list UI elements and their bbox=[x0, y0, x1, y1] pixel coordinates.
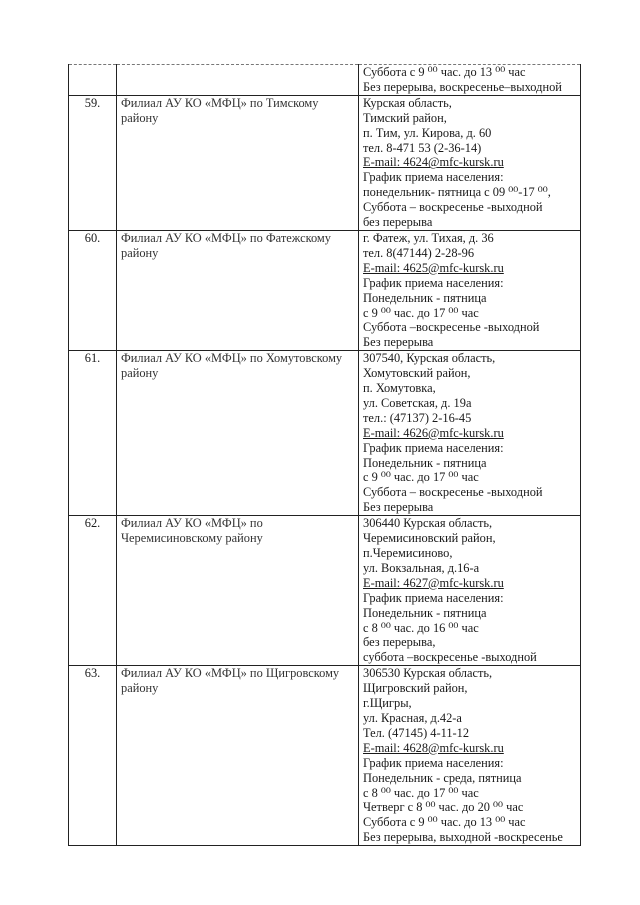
email-line[interactable]: E-mail: 4624@mfc-kursk.ru bbox=[363, 155, 504, 170]
detail-line: без перерыва bbox=[363, 215, 433, 230]
email-line[interactable]: E-mail: 4628@mfc-kursk.ru bbox=[363, 740, 504, 755]
detail-line: Щигровский район, bbox=[363, 681, 468, 696]
detail-line: с 9 ⁰⁰ час. до 17 ⁰⁰ час bbox=[363, 470, 479, 485]
row-number-cell: 61. bbox=[69, 351, 117, 516]
detail-line: Черемисиновский район, bbox=[363, 531, 496, 546]
table-row bbox=[69, 95, 581, 230]
detail-line: Суббота –воскресенье -выходной bbox=[363, 320, 540, 335]
detail-line: с 9 ⁰⁰ час. до 17 ⁰⁰ час bbox=[363, 305, 479, 320]
mfc-branches-table bbox=[68, 64, 581, 846]
detail-line: График приема населения: bbox=[363, 590, 504, 605]
detail-line: Четверг с 8 ⁰⁰ час. до 20 ⁰⁰ час bbox=[363, 800, 524, 815]
detail-line: Курская область, bbox=[363, 95, 452, 110]
detail-line: п. Хомутовка, bbox=[363, 381, 436, 396]
branch-name-cell: Филиал АУ КО «МФЦ» по Черемисиновскому району bbox=[117, 516, 359, 666]
detail-line: Суббота с 9 ⁰⁰ час. до 13 ⁰⁰ час bbox=[363, 815, 526, 830]
detail-line: Без перерыва, выходной -воскресенье bbox=[363, 830, 563, 845]
detail-line: с 8 ⁰⁰ час. до 16 ⁰⁰ час bbox=[363, 620, 479, 635]
branch-name-cell: Филиал АУ КО «МФЦ» по Фатежскому району bbox=[117, 230, 359, 350]
detail-line: Суббота с 9 ⁰⁰ час. до 13 ⁰⁰ час bbox=[363, 65, 526, 79]
table-row bbox=[69, 516, 581, 666]
detail-line: Тел. (47145) 4-11-12 bbox=[363, 725, 470, 740]
detail-line: ул. Вокзальная, д.16-а bbox=[363, 560, 480, 575]
row-number-cell bbox=[69, 65, 117, 96]
email-line[interactable]: E-mail: 4627@mfc-kursk.ru bbox=[363, 575, 504, 590]
detail-line: с 8 ⁰⁰ час. до 17 ⁰⁰ час bbox=[363, 785, 479, 800]
branch-details-cell bbox=[359, 516, 581, 666]
detail-line: суббота –воскресенье -выходной bbox=[363, 650, 537, 665]
branch-details-cell bbox=[359, 230, 581, 350]
branch-details-cell bbox=[359, 351, 581, 516]
detail-line: без перерыва, bbox=[363, 635, 436, 650]
detail-line: 306530 Курская область, bbox=[363, 666, 493, 681]
detail-line: 306440 Курская область, bbox=[363, 516, 493, 531]
table-row bbox=[69, 351, 581, 516]
detail-line: Без перерыва, воскресенье–выходной bbox=[363, 79, 562, 94]
detail-line: п. Тим, ул. Кирова, д. 60 bbox=[363, 125, 492, 140]
detail-line: График приема населения: bbox=[363, 755, 504, 770]
detail-line: Понедельник - среда, пятница bbox=[363, 770, 522, 785]
detail-line: ул. Советская, д. 19а bbox=[363, 395, 472, 410]
row-number-cell: 59. bbox=[69, 95, 117, 230]
detail-line: п.Черемисиново, bbox=[363, 546, 453, 560]
branch-details-cell bbox=[359, 95, 581, 230]
detail-line: График приема населения: bbox=[363, 440, 504, 455]
branch-name-cell: Филиал АУ КО «МФЦ» по Хомутовскому району bbox=[117, 351, 359, 516]
detail-line: ул. Красная, д.42-а bbox=[363, 710, 462, 725]
detail-line: Понедельник - пятница bbox=[363, 290, 487, 305]
detail-line: Суббота – воскресенье -выходной bbox=[363, 200, 543, 215]
detail-line: понедельник- пятница с 09 ⁰⁰-17 ⁰⁰, bbox=[363, 185, 551, 200]
detail-line: г.Щигры, bbox=[363, 696, 412, 711]
email-line[interactable]: E-mail: 4625@mfc-kursk.ru bbox=[363, 260, 504, 275]
table-row bbox=[69, 666, 581, 846]
detail-line: тел. 8(47144) 2-28-96 bbox=[363, 245, 475, 260]
detail-line: г. Фатеж, ул. Тихая, д. 36 bbox=[363, 230, 494, 245]
table-row bbox=[69, 230, 581, 350]
detail-line: Понедельник - пятница bbox=[363, 605, 487, 620]
branch-name-cell: Филиал АУ КО «МФЦ» по Тимскому району bbox=[117, 95, 359, 230]
detail-line: 307540, Курская область, bbox=[363, 351, 496, 366]
detail-line: Без перерыва bbox=[363, 500, 434, 515]
table-row bbox=[69, 65, 581, 96]
branch-details-cell bbox=[359, 65, 581, 96]
detail-line: График приема населения: bbox=[363, 170, 504, 185]
detail-line: Тимский район, bbox=[363, 110, 447, 125]
detail-line: тел. 8-471 53 (2-36-14) bbox=[363, 140, 482, 155]
row-number-cell: 63. bbox=[69, 666, 117, 846]
detail-line: Без перерыва bbox=[363, 335, 434, 350]
email-line[interactable]: E-mail: 4626@mfc-kursk.ru bbox=[363, 425, 504, 440]
detail-line: График приема населения: bbox=[363, 275, 504, 290]
detail-line: Хомутовский район, bbox=[363, 366, 471, 381]
detail-line: Понедельник - пятница bbox=[363, 455, 487, 470]
detail-line: Суббота – воскресенье -выходной bbox=[363, 485, 543, 500]
branch-name-cell: Филиал АУ КО «МФЦ» по Щигровскому району bbox=[117, 666, 359, 846]
detail-line: тел.: (47137) 2-16-45 bbox=[363, 410, 472, 425]
row-number-cell: 60. bbox=[69, 230, 117, 350]
branch-name-cell bbox=[117, 65, 359, 96]
row-number-cell: 62. bbox=[69, 516, 117, 666]
branch-details-cell bbox=[359, 666, 581, 846]
